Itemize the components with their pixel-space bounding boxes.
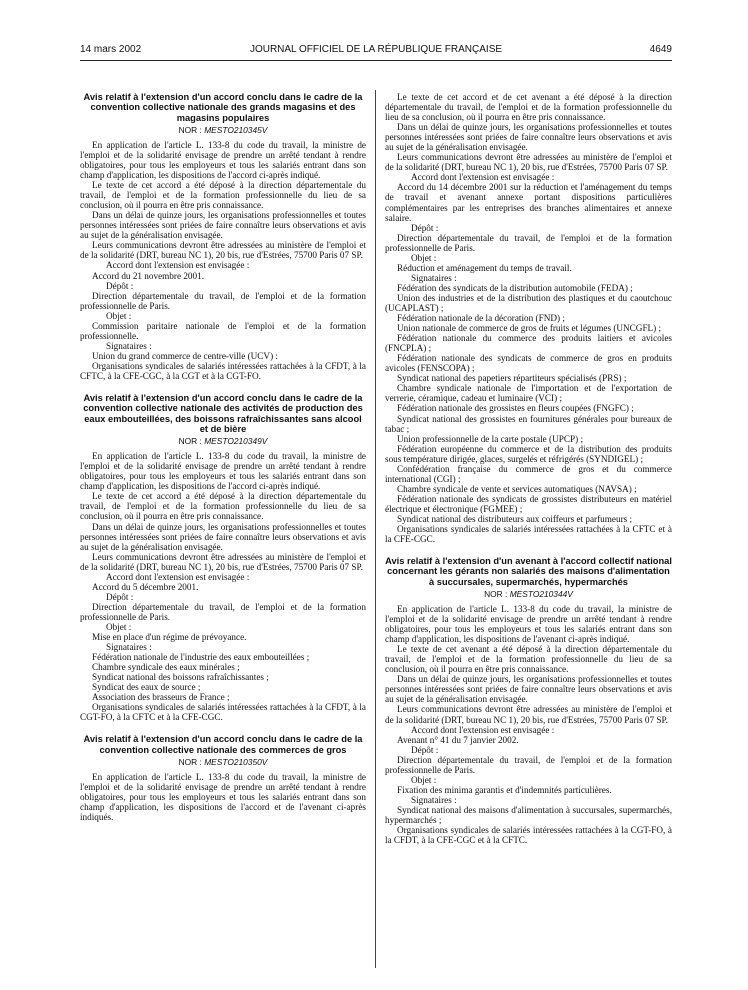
notice-paragraph: En application de l'article L. 133-8 du code du travail, la ministre de l'emploi et de la solidarité envisage de prendre un arrêté tendant à rendre obligatoires, pour tous les employeurs et tous les salariés entrant dans son champ d'application, les dispositions de l'accord ci-après indiqué. (80, 139, 366, 181)
notice-paragraph: Fédération nationale du commerce des produits laitiers et avicoles (FNCPLA) ; (385, 333, 672, 354)
notice-paragraph: Avenant n° 41 du 7 janvier 2002. (397, 734, 519, 745)
notice-paragraph: Fédération nationale des grossistes en fleurs coupées (FNGFC) ; (397, 403, 634, 414)
nor-code: MESTO210349V (204, 436, 268, 447)
section-label: Objet : (411, 774, 437, 785)
issue-date: 14 mars 2002 (80, 44, 142, 55)
notice-paragraph: Fédération nationale des syndicats de commerce de gros en produits avicoles (FENSCOPA) ; (385, 353, 672, 374)
section-label: Objet : (411, 252, 437, 263)
notice-paragraph: Direction départementale du travail, de l'emploi et de la formation professionnelle de Paris. (385, 232, 672, 253)
nor-label: NOR : (178, 124, 202, 135)
notice-commerces-de-gros (80, 734, 366, 822)
notice-title: Avis relatif à l'extension d'un accord conclu dans le cadre de la convention collective nationale des grands magasins et des magasins populaires (83, 92, 363, 123)
section-label: Signataires : (411, 794, 457, 805)
right-column (385, 92, 672, 845)
notice-grands-magasins (80, 92, 366, 381)
notice-paragraph: En application de l'article L. 133-8 du code du travail, la ministre de l'emploi et de la solidarité envisage de prendre un arrêté tendant à rendre obligatoires, pour tous les employeurs et tous les salariés entrant dans son champ d'application, les dispositions de l'accord et de l'avenant ci-après indiqués. (80, 772, 366, 823)
header-rule (80, 60, 672, 61)
notice-paragraph: Syndicat national des papetiers répartiteurs spécialisés (PRS) ; (397, 373, 627, 384)
notice-paragraph: Accord du 5 décembre 2001. (92, 581, 199, 592)
section-label: Dépôt : (106, 280, 134, 291)
notice-paragraph: Leurs communications devront être adressées au ministère de l'emploi et de la solidarité (DRT, bureau NC 1), 20 bis, rue d'Estrées, 75700 Paris 07 SP. (385, 704, 672, 725)
notice-gerants-non-salaries (385, 556, 672, 845)
notice-paragraph: Fédération européenne du commerce et de la distribution des produits sous température dirigée, glaces, surgelés et réfrigérés (SYNDIGEL) ; (385, 443, 672, 464)
notice-paragraph: Commission paritaire nationale de l'emploi et de la formation professionnelle. (80, 320, 366, 341)
nor-label: NOR : (178, 757, 202, 768)
notice-paragraph: Syndicat national des distributeurs aux coiffeurs et parfumeurs ; (397, 513, 633, 524)
notice-paragraph: Fixation des minima garantis et d'indemnités particulières. (397, 784, 612, 795)
notice-paragraph: Réduction et aménagement du temps de travail. (397, 262, 572, 273)
section-label: Signataires : (106, 642, 152, 653)
notice-paragraph: Confédération française du commerce de gros et du commerce international (CGI) ; (385, 463, 672, 484)
notice-paragraph: Syndicat national des maisons d'alimentation à succursales, supermarchés, hypermarchés ; (385, 804, 672, 825)
notice-paragraph: Union professionnelle de la carte postale (UPCP) ; (397, 433, 584, 444)
notice-paragraph: Chambre syndicale des eaux minérales ; (92, 662, 240, 673)
notice-paragraph: Association des brasseurs de France ; (92, 692, 230, 703)
section-label: Accord dont l'extension est envisagée : (411, 172, 555, 183)
page-number: 4649 (649, 44, 672, 55)
notice-paragraph: Syndicat national des grossistes en fournitures générales pour bureaux de tabac ; (385, 413, 672, 434)
notice-paragraph: En application de l'article L. 133-8 du code du travail, la ministre de l'emploi et de la solidarité envisage de prendre un arrêté tendant à rendre obligatoires, pour tous les employeurs et tous les salariés entrant dans son champ d'application, les dispositions de l'avenant ci-après indiqué. (385, 604, 672, 645)
notice-paragraph: Fédération des syndicats de la distribution automobile (FEDA) ; (397, 282, 633, 293)
notice-paragraph: Syndicat national des boissons rafraîchissantes ; (92, 672, 269, 683)
nor-reference (80, 436, 366, 446)
section-label: Dépôt : (106, 591, 134, 602)
notice-paragraph: Syndicat des eaux de source ; (92, 682, 201, 693)
section-label: Signataires : (411, 272, 457, 283)
left-column (80, 92, 366, 822)
nor-label: NOR : (178, 436, 202, 447)
nor-code: MESTO210350V (204, 757, 268, 768)
notice-paragraph: Fédération nationale des syndicats de grossistes distributeurs en matériel électrique et électronique (FGMEE) ; (385, 493, 672, 514)
notice-paragraph: Le texte de cet avenant a été déposé à la direction départementale du travail, de l'emploi et de la formation professionnelle du lieu de sa conclusion, où il pourra en être pris connaissance. (385, 644, 672, 675)
page-header (80, 44, 672, 56)
nor-reference (385, 589, 672, 599)
section-label: Dépôt : (411, 744, 439, 755)
journal-title: JOURNAL OFFICIEL DE LA RÉPUBLIQUE FRANÇAISE (249, 44, 503, 55)
notice-commerces-de-gros-cont (385, 92, 672, 544)
nor-code: MESTO210345V (204, 124, 268, 135)
notice-paragraph: Leurs communications devront être adressées au ministère de l'emploi et de la solidarité (DRT, bureau NC 1), 20 bis, rue d'Estrées, 75700 Paris 07 SP. (80, 240, 366, 261)
notice-paragraph: Leurs communications devront être adressées au ministère de l'emploi et de la solidarité (DRT, bureau NC 1), 20 bis, rue d'Estrées, 75700 Paris 07 SP. (385, 152, 672, 173)
section-label: Signataires : (106, 340, 152, 351)
notice-paragraph: Fédération nationale de la décoration (FND) ; (397, 313, 565, 324)
notice-paragraph: Union nationale de commerce de gros de fruits et légumes (UNCGFL) ; (397, 323, 662, 334)
notice-paragraph: Dans un délai de quinze jours, les organisations professionnelles et toutes personnes intéressées sont priées de faire connaître leurs observations et avis au sujet de la généralisation envisagée. (80, 210, 366, 241)
section-label: Dépôt : (411, 222, 439, 233)
section-label: Objet : (106, 622, 132, 632)
notice-paragraph: Organisations syndicales de salariés intéressées rattachées à la CFDT, à la CGT-FO, à la CFTC et à la CFE-CGC. (80, 702, 366, 723)
notice-paragraph: Direction départementale du travail, de l'emploi et de la formation professionnelle de Paris. (385, 754, 672, 775)
notice-paragraph: Direction départementale du travail, de l'emploi et de la formation professionnelle de Paris. (80, 601, 366, 622)
notice-paragraph: Dans un délai de quinze jours, les organisations professionnelles et toutes personnes intéressées sont priées de faire connaître leurs observations et avis au sujet de la généralisation envisagée. (385, 122, 672, 153)
notice-paragraph: Organisations syndicales de salariés intéressées rattachées à la CFTC et à la CFE-CGC. (385, 524, 672, 545)
section-label: Accord dont l'extension est envisagée : (106, 260, 250, 271)
notice-eaux-embouteillees (80, 393, 366, 722)
section-label: Objet : (106, 310, 132, 321)
notice-paragraph: Union des industries et de la distribution des plastiques et du caoutchouc (UCAPLAST) ; (385, 292, 672, 313)
notice-paragraph: Leurs communications devront être adressées au ministère de l'emploi et de la solidarité (DRT, bureau NC 1), 20 bis, rue d'Estrées, 75700 Paris 07 SP. (80, 551, 366, 572)
notice-title: Avis relatif à l'extension d'un avenant à l'accord collectif national concernant les gérants non salariés des maisons d'alimentation à succursales, supermarchés, hypermarchés (385, 556, 672, 587)
notice-paragraph: Organisations syndicales de salariés intéressées rattachées à la CFDT, à la CFTC, à la CFE-CGC, à la CGT et à la CGT-FO. (80, 360, 366, 381)
section-label: Accord dont l'extension est envisagée : (411, 724, 555, 735)
section-label: Accord dont l'extension est envisagée : (106, 571, 250, 582)
notice-paragraph: Fédération nationale de l'industrie des eaux embouteillées ; (92, 652, 310, 663)
notice-paragraph: Organisations syndicales de salariés intéressées rattachées à la CGT-FO, à la CFDT, à la CFE-CGC et à la CFTC. (385, 825, 672, 846)
notice-paragraph: Union du grand commerce de centre-ville (UCV) : (92, 350, 278, 361)
notice-paragraph: Dans un délai de quinze jours, les organisations professionnelles et toutes personnes intéressées sont priées de faire connaître leurs observations et avis au sujet de la généralisation envisagée. (80, 521, 366, 552)
nor-reference (80, 125, 366, 135)
notice-paragraph: Le texte de cet accord et de cet avenant a été déposé à la direction départementale du travail, de l'emploi et de la formation professionnelle du lieu de sa conclusion, où il pourra en être pris connaissance. (385, 92, 672, 123)
notice-paragraph: En application de l'article L. 133-8 du code du travail, la ministre de l'emploi et de la solidarité envisage de prendre un arrêté tendant à rendre obligatoires, pour tous les employeurs et tous les salariés entrant dans son champ d'application, les dispositions de l'accord ci-après indiqué. (80, 451, 366, 492)
notice-paragraph: Dans un délai de quinze jours, les organisations professionnelles et toutes personnes intéressées sont priées de faire connaître leurs observations et avis au sujet de la généralisation envisagée. (385, 674, 672, 705)
notice-paragraph: Chambre syndicale nationale de l'importation et de l'exportation de verrerie, céramique, cadeau et luminaire (VCI) ; (385, 383, 672, 404)
column-divider (375, 90, 376, 968)
notice-paragraph: Accord du 21 novembre 2001. (92, 270, 205, 281)
notice-paragraph: Chambre syndicale de vente et services automatiques (NAVSA) ; (397, 483, 637, 494)
notice-paragraph: Le texte de cet accord a été déposé à la direction départementale du travail, de l'emploi et de la formation professionnelle du lieu de sa conclusion, où il pourra en être pris connaissance. (80, 180, 366, 211)
notice-paragraph: Le texte de cet accord a été déposé à la direction départementale du travail, de l'emploi et de la formation professionnelle du lieu de sa conclusion, où il pourra en être pris connaissance. (80, 491, 366, 522)
nor-label: NOR : (484, 589, 508, 599)
nor-code: MESTO210344V (509, 589, 573, 599)
notice-title: Avis relatif à l'extension d'un accord conclu dans le cadre de la convention collective nationale des activités de production des eaux embouteillées, des boissons rafraîchissantes sans alcool et de bière (83, 393, 363, 434)
notice-title: Avis relatif à l'extension d'un accord conclu dans le cadre de la convention collective nationale des commerces de gros (83, 734, 363, 755)
notice-paragraph: Accord du 14 décembre 2001 sur la réduction et l'aménagement du temps de travail et avenant annexe portant dispositions particulières complémentaires par les entreprises des branches alimentaires et annexe salaire. (385, 182, 672, 223)
notice-paragraph: Mise en place d'un régime de prévoyance. (92, 632, 247, 643)
nor-reference (80, 757, 366, 767)
notice-paragraph: Direction départementale du travail, de l'emploi et de la formation professionnelle de Paris. (80, 290, 366, 311)
